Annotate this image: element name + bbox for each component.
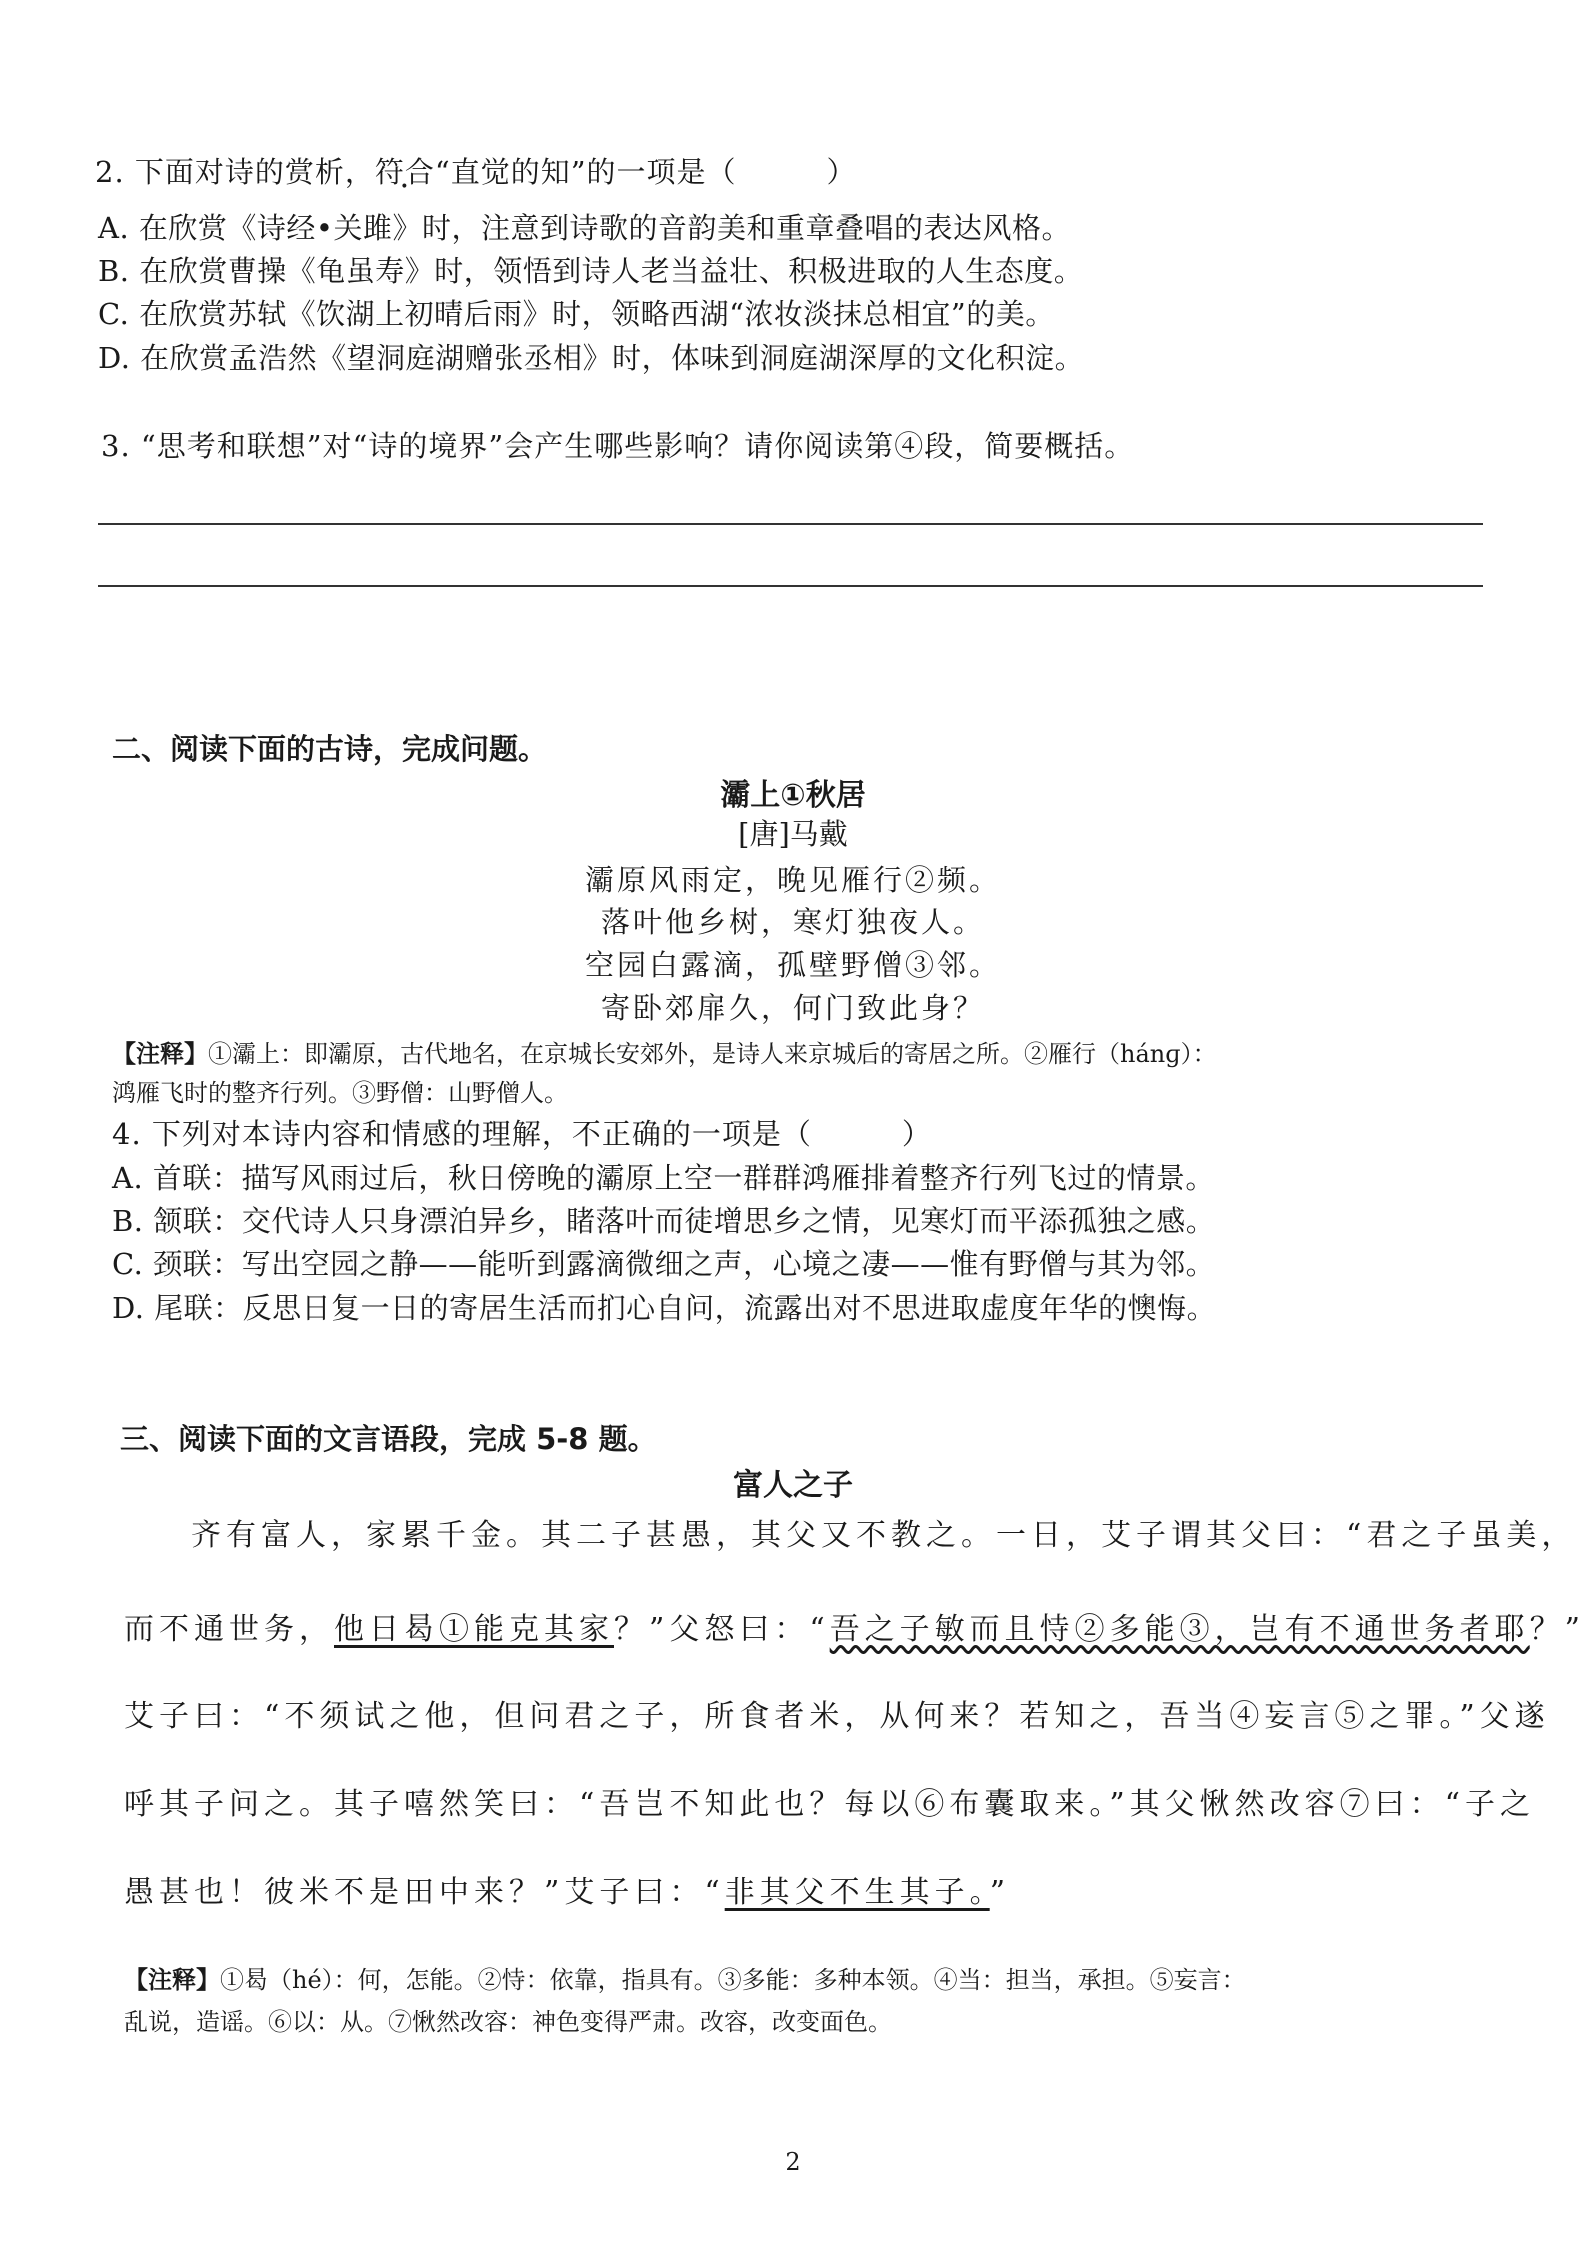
section3-heading: 三、阅读下面的文言语段，完成 5-8 题。 bbox=[120, 1422, 657, 1456]
passage-line-3: 艾子曰：“不须试之他，但问君之子，所食者米，从何来？若知之，吾当④妄言⑤之罪。”父遂 bbox=[124, 1699, 1550, 1734]
q4-stem: 4. 下列对本诗内容和情感的理解，不正确的一项是（ ） bbox=[112, 1117, 932, 1151]
poem-verse-4: 寄卧郊扉久，何门致此身？ bbox=[600, 991, 985, 1025]
q4-option-b: B. 颔联：交代诗人只身漂泊异乡，睹落叶而徒增思乡之情，见寒灯而平添孤独之感。 bbox=[112, 1204, 1216, 1238]
q2-option-a: A. 在欣赏《诗经•关雎》时，注意到诗歌的音韵美和重章叠唱的表达风格。 bbox=[98, 211, 1071, 245]
underlined-sentence-1: 他日曷①能克其家 bbox=[334, 1612, 614, 1647]
q2-option-c: C. 在欣赏苏轼《饮湖上初晴后雨》时，领略西湖“浓妆淡抹总相宜”的美。 bbox=[98, 297, 1055, 331]
passage-note-label: 【注释】 bbox=[124, 1966, 220, 1994]
q2-option-b: B. 在欣赏曹操《龟虽寿》时，领悟到诗人老当益壮、积极进取的人生态度。 bbox=[98, 254, 1084, 288]
poem-verse-3: 空园白露滴，孤壁野僧③邻。 bbox=[584, 948, 1001, 982]
poem-author: [唐]马戴 bbox=[738, 817, 848, 851]
q2-stem-emphasis: 符合 bbox=[374, 155, 435, 189]
passage-line-5-c: ” bbox=[989, 1875, 1011, 1910]
q3-stem: 3. “思考和联想”对“诗的境界”会产生哪些影响？请你阅读第④段，简要概括。 bbox=[101, 429, 1135, 463]
passage-line-1: 齐有富人，家累千金。其二子甚愚，其父又不教之。一日，艾子谓其父曰：“君之子虽美， bbox=[191, 1518, 1577, 1553]
passage-line-4: 呼其子问之。其子嘻然笑曰：“吾岂不知此也？每以⑥布囊取来。”其父愀然改容⑦曰：“子之 bbox=[124, 1787, 1536, 1822]
answer-line-1[interactable] bbox=[98, 523, 1483, 525]
poem-note-line-1 bbox=[112, 1034, 1217, 1069]
section2-heading: 二、阅读下面的古诗，完成问题。 bbox=[112, 732, 548, 766]
q2-option-d: D. 在欣赏孟浩然《望洞庭湖赠张丞相》时，体味到洞庭湖深厚的文化积淀。 bbox=[98, 341, 1085, 375]
passage-line-2 bbox=[124, 1604, 1585, 1648]
passage-line-5 bbox=[124, 1867, 1010, 1911]
q4-option-a: A. 首联：描写风雨过后，秋日傍晚的灞原上空一群群鸿雁排着整齐行列飞过的情景。 bbox=[112, 1161, 1215, 1195]
q4-option-d: D. 尾联：反思日复一日的寄居生活而扪心自问，流露出对不思进取虚度年华的懊悔。 bbox=[112, 1291, 1217, 1325]
q2-stem-pre: 2. 下面对诗的赏析， bbox=[95, 155, 375, 189]
answer-line-2[interactable] bbox=[98, 585, 1483, 587]
passage-title: 富人之子 bbox=[733, 1468, 853, 1503]
passage-note-text-1: ①曷（hé）：何，怎能。②恃：依靠，指具有。③多能：多种本领。④当：担当，承担。⑤妄言： bbox=[220, 1966, 1246, 1994]
page-number: 2 bbox=[785, 2148, 801, 2176]
poem-note-label: 【注释】 bbox=[112, 1040, 208, 1068]
poem-title: 灞上①秋居 bbox=[720, 778, 866, 813]
q2-stem-post: “直觉的知”的一项是（ ） bbox=[434, 155, 857, 189]
passage-note-line-2: 乱说，造谣。⑥以：从。⑦愀然改容：神色变得严肃。改容，改变面色。 bbox=[124, 2008, 892, 2036]
q4-option-c: C. 颈联：写出空园之静——能听到露滴微细之声，心境之凄——惟有野僧与其为邻。 bbox=[112, 1247, 1216, 1281]
poem-verse-1: 灞原风雨定，晚见雁行②频。 bbox=[584, 863, 1001, 897]
poem-verse-2: 落叶他乡树，寒灯独夜人。 bbox=[600, 905, 985, 939]
underlined-sentence-2: 吾之子敏而且恃②多能③，岂有不通世务者耶 bbox=[829, 1612, 1530, 1647]
q2-stem bbox=[95, 150, 857, 191]
passage-line-5-a: 愚甚也！彼米不是田中来？”艾子曰：“ bbox=[124, 1875, 725, 1910]
passage-line-2-a: 而不通世务， bbox=[124, 1612, 334, 1647]
underlined-sentence-3: 非其父不生其子。 bbox=[724, 1875, 990, 1910]
poem-note-text-1: ①灞上：即灞原，古代地名，在京城长安郊外，是诗人来京城后的寄居之所。②雁行（hánɡ）： bbox=[208, 1040, 1217, 1068]
poem-note-line-2: 鸿雁飞时的整齐行列。③野僧：山野僧人。 bbox=[112, 1079, 568, 1107]
passage-line-2-c: ？”父怒曰：“ bbox=[614, 1612, 830, 1647]
passage-note-line-1 bbox=[124, 1960, 1246, 1995]
passage-line-2-e: ？” bbox=[1529, 1612, 1586, 1647]
